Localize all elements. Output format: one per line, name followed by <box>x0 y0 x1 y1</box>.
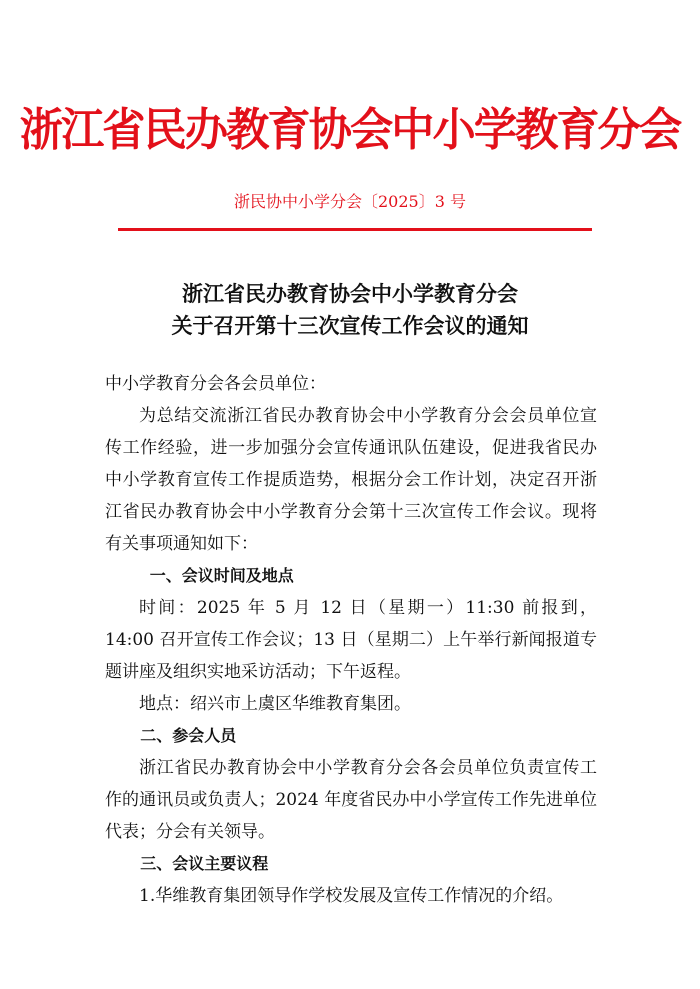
meeting-time-paragraph: 时间：2025 年 5 月 12 日（星期一）11:30 前报到，14:00 召开宣传工作会议；13 日（星期二）上午举行新闻报道专题讲座及组织实地采访活动；下午返程。 <box>105 598 597 682</box>
notice-body <box>105 368 597 912</box>
meeting-location-paragraph: 地点：绍兴市上虞区华维教育集团。 <box>139 694 411 714</box>
document-number: 浙民协中小学分会〔2025〕3 号 <box>234 192 466 211</box>
attendees-paragraph: 浙江省民办教育协会中小学教育分会各会员单位负责宣传工作的通讯员或负责人；2024 年度省民办中小学宣传工作先进单位代表；分会有关领导。 <box>105 758 597 842</box>
organization-header: 浙江省民办教育协会中小学教育分会 <box>19 103 681 156</box>
red-divider-rule <box>118 228 592 231</box>
salutation: 中小学教育分会各会员单位： <box>105 374 326 394</box>
section-heading-agenda: 三、会议主要议程 <box>140 854 269 873</box>
section-heading-attendees: 二、参会人员 <box>140 726 237 745</box>
section-heading-time-location: 一、会议时间及地点 <box>149 566 294 585</box>
notice-title-line-1: 浙江省民办教育协会中小学教育分会 <box>182 281 518 306</box>
agenda-item-1: 1.华维教育集团领导作学校发展及宣传工作情况的介绍。 <box>139 886 564 906</box>
notice-title-line-2: 关于召开第十三次宣传工作会议的通知 <box>171 313 529 338</box>
intro-paragraph: 为总结交流浙江省民办教育协会中小学教育分会会员单位宣传工作经验，进一步加强分会宣传通讯队伍建设，促进我省民办中小学教育宣传工作提质造势，根据分会工作计划，决定召开浙江省民办教育协会中小学教育分会第十三次宣传工作会议。现将有关事项通知如下： <box>105 406 597 554</box>
